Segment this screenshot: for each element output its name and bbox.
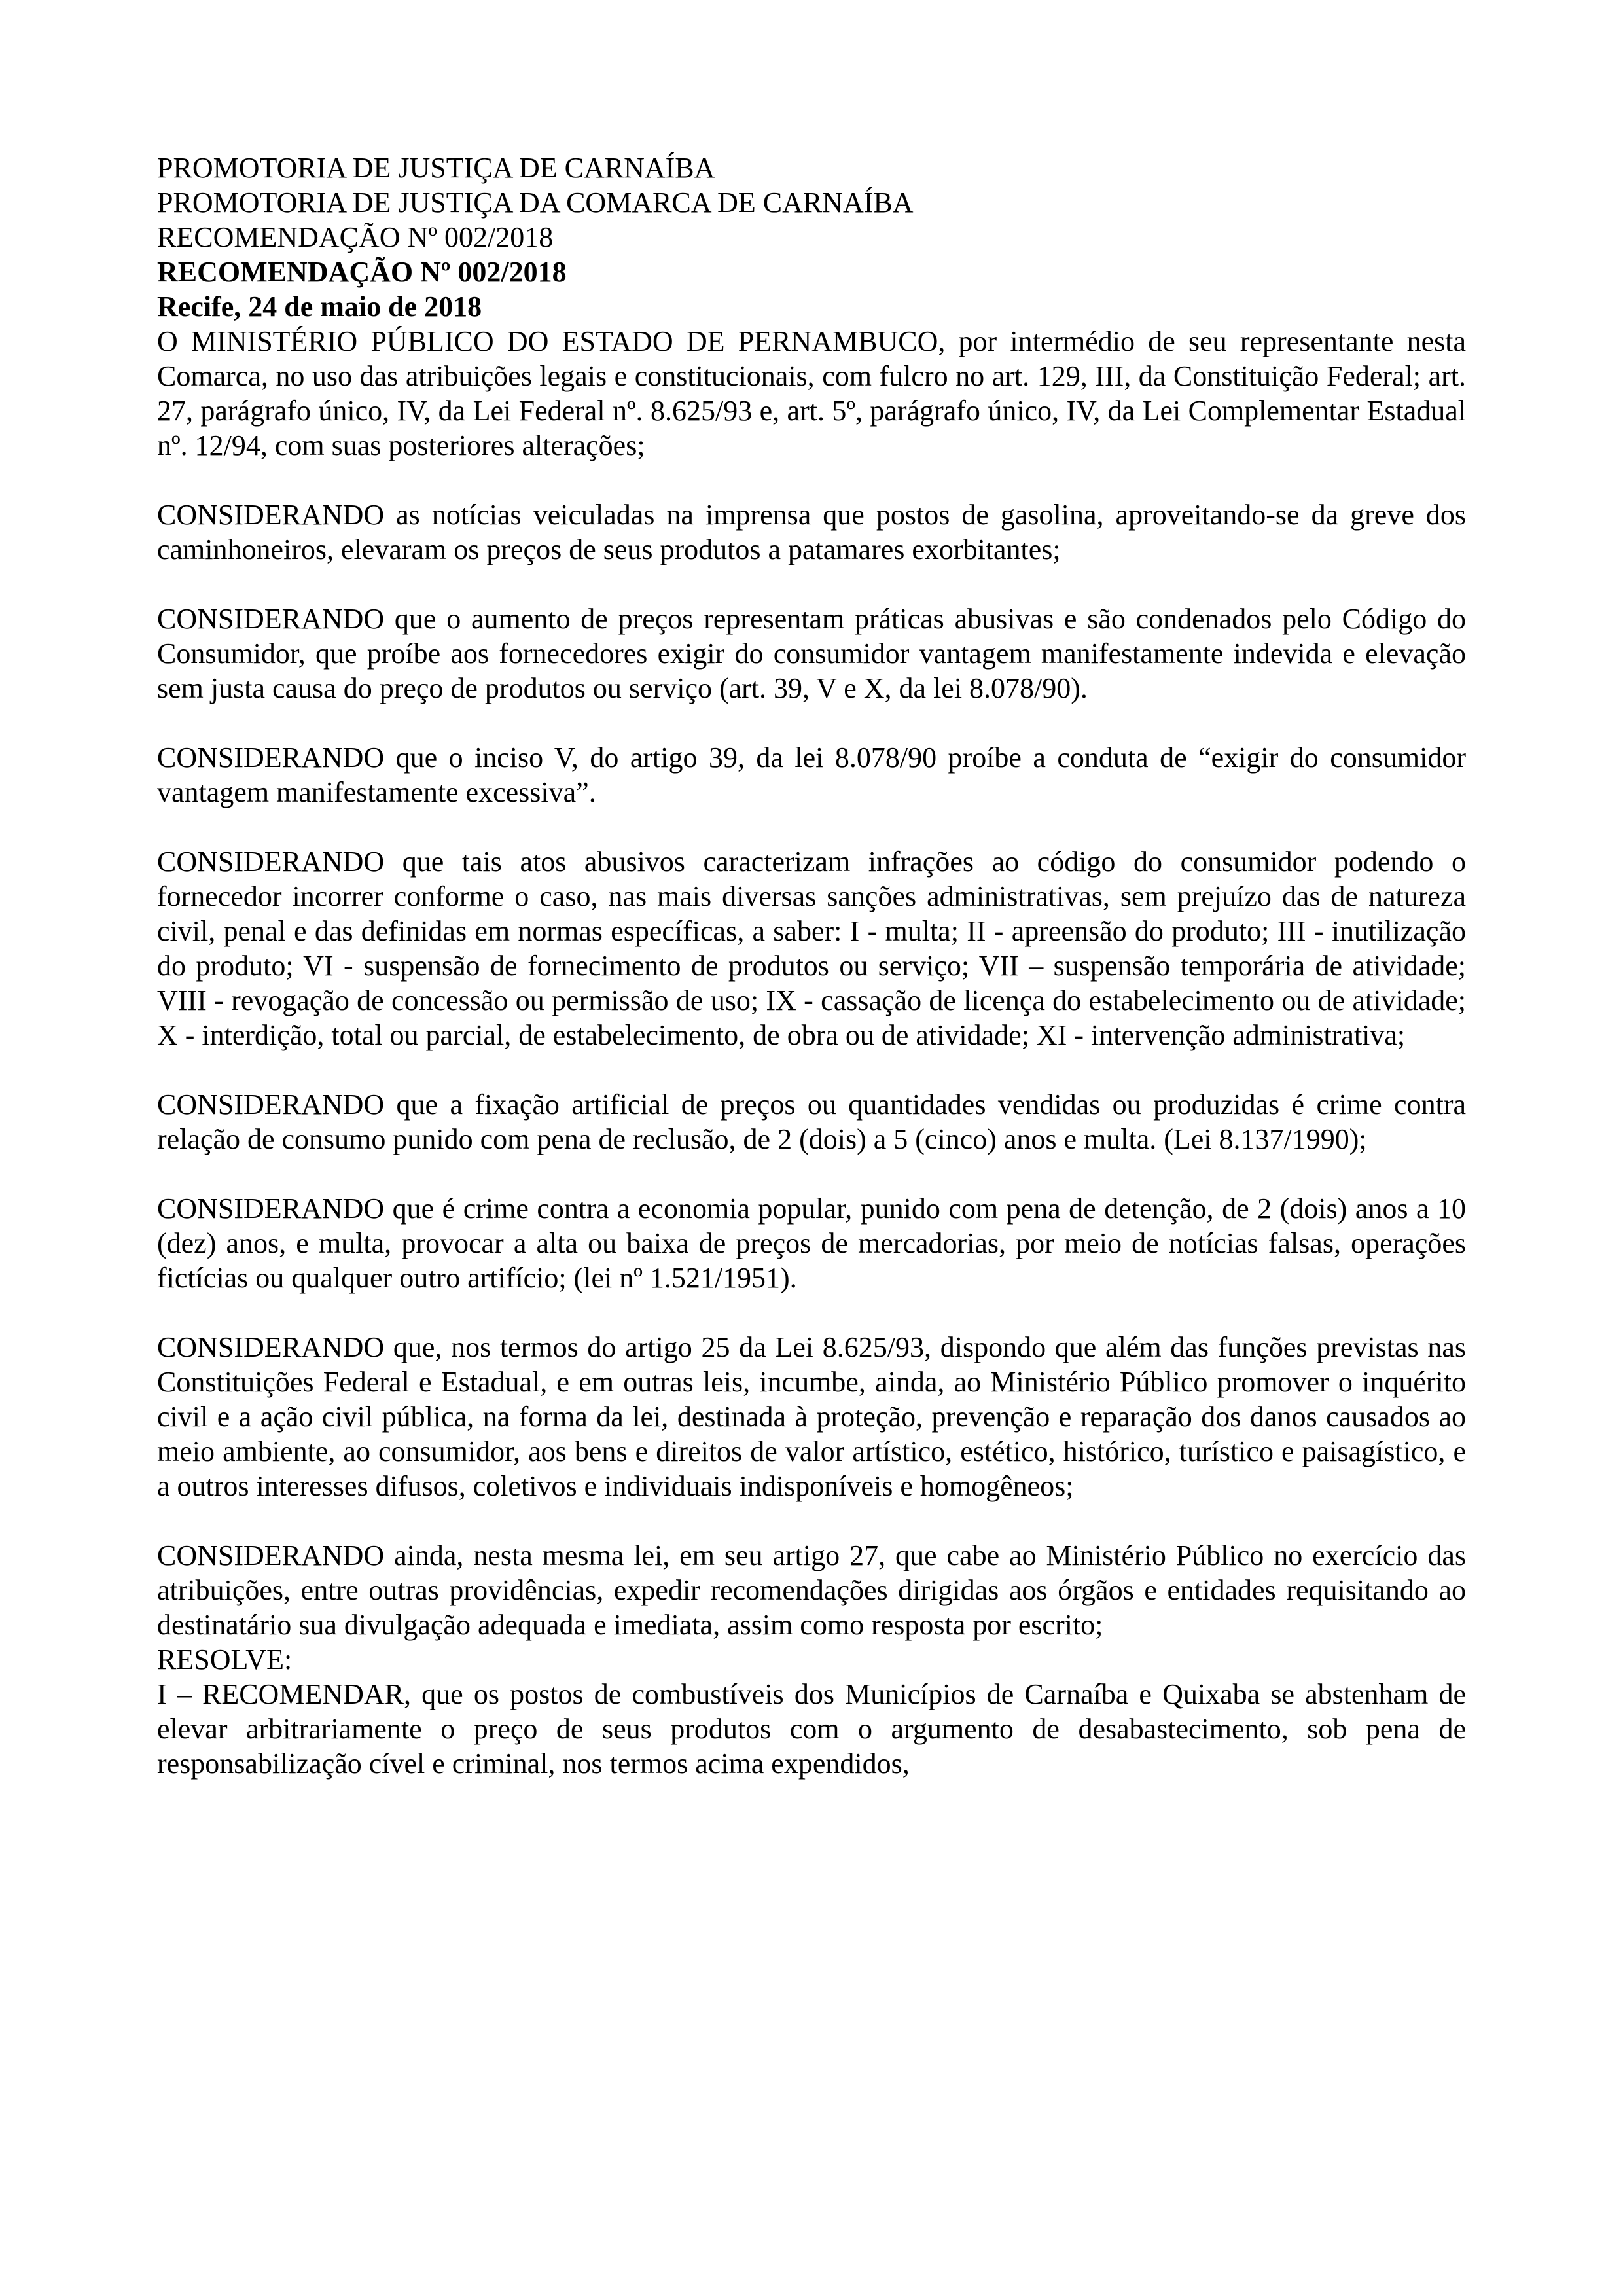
considerando-paragraph: CONSIDERANDO que o aumento de preços representam práticas abusivas e são condenados pelo Código do Consumidor, que proíbe aos fornecedores exigir do consumidor vantagem manifestamente indevida e elevação sem justa causa do preço de produtos ou serviço (art. 39, V e X, da lei 8.078/90).	[157, 603, 1466, 704]
header-promotoria-comarca: PROMOTORIA DE JUSTIÇA DA COMARCA DE CARNAÍBA	[157, 187, 914, 219]
date-line: Recife, 24 de maio de 2018	[157, 291, 482, 323]
title-recomendacao: RECOMENDAÇÃO Nº 002/2018	[157, 256, 567, 288]
considerando-paragraph: CONSIDERANDO que é crime contra a economia popular, punido com pena de detenção, de 2 (dois) anos a 10 (dez) anos, e multa, provocar a alta ou baixa de preços de mercadorias, por meio de notícias falsas, operações fictícias ou qualquer outro artifício; (lei nº 1.521/1951).	[157, 1193, 1466, 1294]
considerando-paragraph: CONSIDERANDO as notícias veiculadas na imprensa que postos de gasolina, aproveitando-se da greve dos caminhoneiros, elevaram os preços de seus produtos a patamares exorbitantes;	[157, 499, 1466, 565]
recommendation-item-one: I – RECOMENDAR, que os postos de combustíveis dos Municípios de Carnaíba e Quixaba se abstenham de elevar arbitrariamente o preço de seus produtos com o argumento de desabastecimento, sob pena de responsabilização cível e criminal, nos termos acima expendidos,	[157, 1678, 1466, 1780]
resolve-label: RESOLVE:	[157, 1643, 293, 1676]
document-page	[157, 151, 1466, 1781]
considerando-paragraph: CONSIDERANDO que o inciso V, do artigo 39, da lei 8.078/90 proíbe a conduta de “exigir do consumidor vantagem manifestamente excessiva”.	[157, 742, 1466, 808]
header-recomendacao: RECOMENDAÇÃO Nº 002/2018	[157, 221, 554, 253]
intro-paragraph: O MINISTÉRIO PÚBLICO DO ESTADO DE PERNAMBUCO, por intermédio de seu representante nesta Comarca, no uso das atribuições legais e constitucionais, com fulcro no art. 129, III, da Constituição Federal; art. 27, parágrafo único, IV, da Lei Federal nº. 8.625/93 e, art. 5º, parágrafo único, IV, da Lei Complementar Estadual nº. 12/94, com suas posteriores alterações;	[157, 325, 1466, 461]
considerando-paragraph: CONSIDERANDO que a fixação artificial de preços ou quantidades vendidas ou produzidas é crime contra relação de consumo punido com pena de reclusão, de 2 (dois) a 5 (cinco) anos e multa. (Lei 8.137/1990);	[157, 1088, 1466, 1155]
considerando-paragraph: CONSIDERANDO ainda, nesta mesma lei, em seu artigo 27, que cabe ao Ministério Público no exercício das atribuições, entre outras providências, expedir recomendações dirigidas aos órgãos e entidades requisitando ao destinatário sua divulgação adequada e imediata, assim como resposta por escrito;	[157, 1539, 1466, 1641]
considerando-paragraph: CONSIDERANDO que tais atos abusivos caracterizam infrações ao código do consumidor podendo o fornecedor incorrer conforme o caso, nas mais diversas sanções administrativas, sem prejuízo das de natureza civil, penal e das definidas em normas específicas, a saber: I - multa; II - apreensão do produto; III - inutilização do produto; VI - suspensão de fornecimento de produtos ou serviço; VII – suspensão temporária de atividade; VIII - revogação de concessão ou permissão de uso; IX - cassação de licença do estabelecimento ou de atividade; X - interdição, total ou parcial, de estabelecimento, de obra ou de atividade; XI - intervenção administrativa;	[157, 846, 1466, 1051]
considerando-paragraph: CONSIDERANDO que, nos termos do artigo 25 da Lei 8.625/93, dispondo que além das funções previstas nas Constituições Federal e Estadual, e em outras leis, incumbe, ainda, ao Ministério Público promover o inquérito civil e a ação civil pública, na forma da lei, destinada à proteção, prevenção e reparação dos danos causados ao meio ambiente, ao consumidor, aos bens e direitos de valor artístico, estético, histórico, turístico e paisagístico, e a outros interesses difusos, coletivos e individuais indisponíveis e homogêneos;	[157, 1331, 1466, 1502]
header-promotoria: PROMOTORIA DE JUSTIÇA DE CARNAÍBA	[157, 152, 715, 184]
